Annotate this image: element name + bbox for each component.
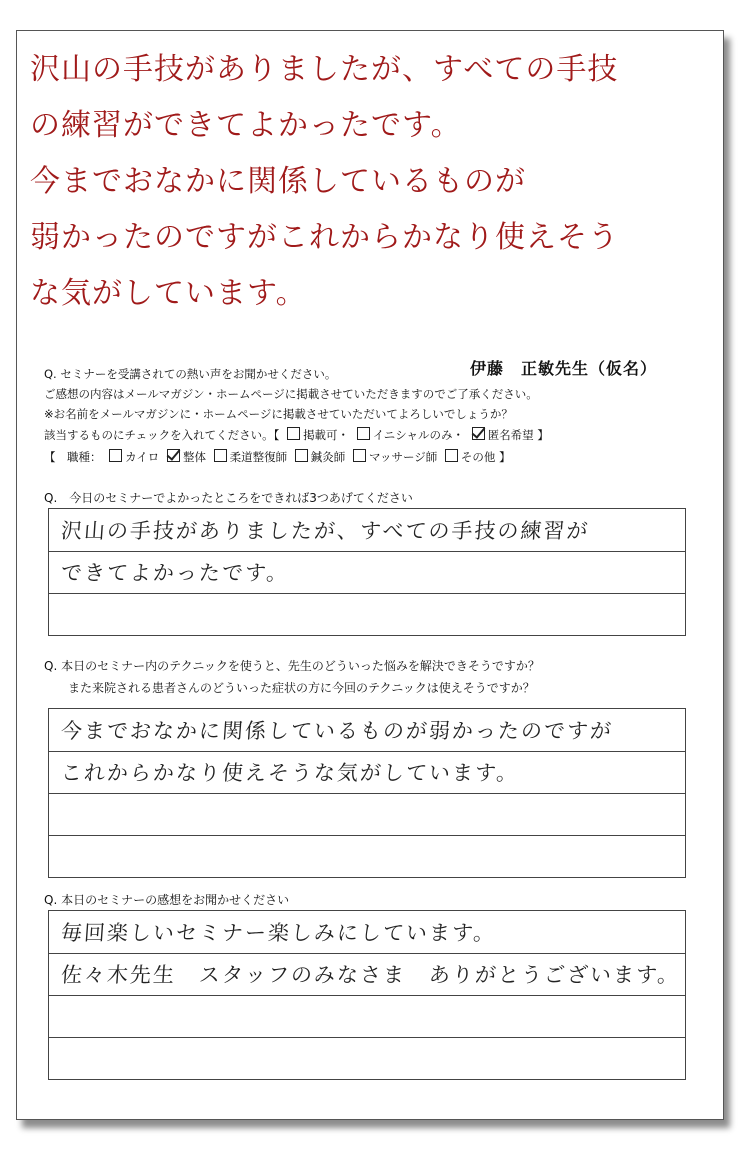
judo-label: 柔道整復師 <box>229 450 288 464</box>
voice-question: Q. セミナーを受講されての熱い声をお聞かせください。 <box>44 367 337 381</box>
answer-line <box>49 1037 685 1079</box>
headline-line: の練習ができてよかったです。 <box>30 108 462 143</box>
checkbox-block <box>44 424 549 468</box>
seitai-label: 整体 <box>182 450 206 464</box>
publish-prefix: 該当するものにチェックを入れてください。【 <box>44 428 280 442</box>
answer-text: これからかなり使えそうな気がしています。 <box>60 761 521 785</box>
answer-line <box>49 751 685 794</box>
answer-text: 今までおなかに関係しているものが弱かったのですが <box>60 719 614 743</box>
judo-checkbox[interactable] <box>214 449 227 462</box>
answer-text: 佐々木先生 スタッフのみなさま ありがとうございます。 <box>60 963 682 987</box>
chiro-checkbox[interactable] <box>109 449 122 462</box>
job-suffix: 】 <box>499 450 511 464</box>
job-row <box>44 446 549 468</box>
publish-ok-label: 掲載可・ <box>303 428 350 442</box>
acupuncture-checkbox[interactable] <box>295 449 308 462</box>
massage-label: マッサージ師 <box>368 450 438 464</box>
seitai-checkbox[interactable] <box>167 449 180 462</box>
answer-line <box>49 709 685 752</box>
answer-line <box>49 793 685 836</box>
acupuncture-label: 鍼灸師 <box>310 450 346 464</box>
answer-line <box>49 551 685 594</box>
answer-text: 毎回楽しいセミナー楽しみにしています。 <box>60 921 498 945</box>
q1-question: Q. 今日のセミナーでよかったところをできれば3つあげてください <box>44 491 413 505</box>
job-prefix: 【 職種： <box>44 450 102 464</box>
headline-line: な気がしています。 <box>30 276 307 311</box>
q3-answer-box[interactable] <box>48 910 686 1080</box>
headline-line: 沢山の手技がありましたが、すべての手技 <box>30 52 619 87</box>
answer-line <box>49 593 685 635</box>
answer-line <box>49 835 685 877</box>
publish-ok-checkbox[interactable] <box>287 427 300 440</box>
q2-question-1: Q. 本日のセミナー内のテクニックを使うと、先生のどういった悩みを解決できそうですか？ <box>44 659 540 673</box>
answer-text: 沢山の手技がありましたが、すべての手技の練習が <box>60 519 591 543</box>
publish-notice: ご感想の内容はメールマガジン・ホームページに掲載させていただきますのでご了承ください。 <box>44 387 538 401</box>
publish-row <box>44 424 549 446</box>
massage-checkbox[interactable] <box>353 449 366 462</box>
name-permission-question: ※お名前をメールマガジンに・ホームページに掲載させていただいてよろしいでしょうか？ <box>44 407 513 421</box>
q2-question-2: また来院される患者さんのどういった症状の方に今回のテクニックは使えそうですか？ <box>68 681 535 695</box>
q1-answer-box[interactable] <box>48 508 686 636</box>
chiro-label: カイロ <box>125 450 160 464</box>
headline-quote <box>30 42 710 322</box>
q2-answer-box[interactable] <box>48 708 686 878</box>
answer-text: できてよかったです。 <box>60 561 291 585</box>
anonymous-checkbox[interactable] <box>472 427 485 440</box>
answer-line <box>49 995 685 1038</box>
answer-line <box>49 911 685 954</box>
intro-block <box>44 364 538 424</box>
headline-line: 今までおなかに関係しているものが <box>30 164 526 199</box>
respondent-name: 伊藤 正敏先生（仮名） <box>470 359 658 378</box>
initials-only-label: イニシャルのみ・ <box>372 428 465 442</box>
headline-line: 弱かったのですがこれからかなり使えそう <box>30 220 619 255</box>
answer-line <box>49 953 685 996</box>
anonymous-label: 匿名希望 <box>487 428 534 442</box>
publish-suffix: 】 <box>537 428 549 442</box>
initials-only-checkbox[interactable] <box>357 427 370 440</box>
other-checkbox[interactable] <box>445 449 458 462</box>
other-label: その他 <box>460 450 496 464</box>
answer-line <box>49 509 685 552</box>
q3-question: Q. 本日のセミナーの感想をお聞かせください <box>44 893 290 907</box>
